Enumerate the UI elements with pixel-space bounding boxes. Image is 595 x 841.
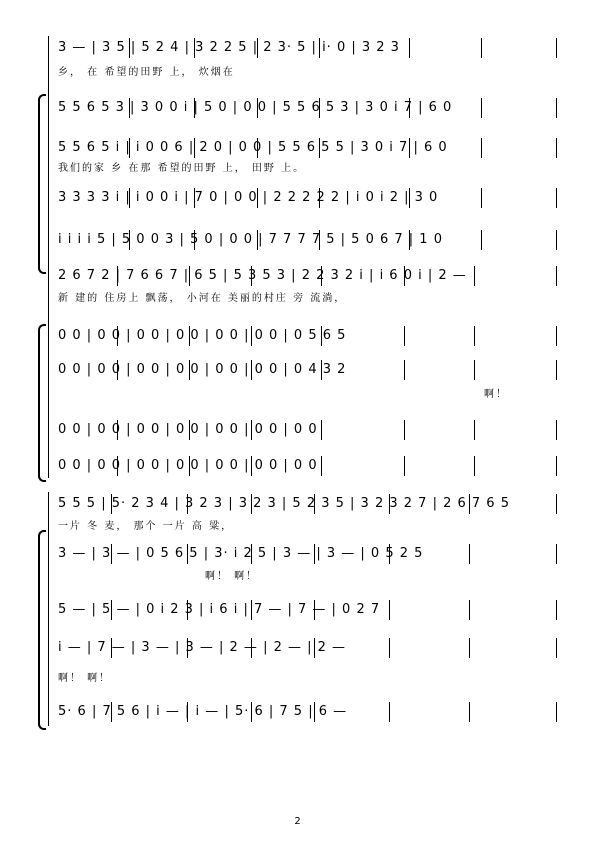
lyric: 我们的家 乡 在那 希望的田野 上， 田野 上。 [58, 163, 306, 174]
lyric: 啊！ 啊！ [58, 673, 112, 684]
notes: 3 3 3 3 i | i 0 0 i | 7 0 | 0 0 | 2 2 2 2 2 | i 0 i 2 | 3 0 [58, 190, 439, 205]
notes: 5 5 6 5 i | i 0 0 6 | 2 0 | 0 0 | 5 5 6 5 5 | 3 0 i 7 | 6 0 [58, 140, 448, 155]
brace [38, 94, 46, 274]
page-number: 2 [294, 816, 301, 827]
notes: 5 — | 5 — | 0 i 2 3 | i 6 i | 7 — | 7 — | 0 2 7 [58, 602, 381, 617]
brace [38, 530, 46, 730]
notes: 2 6 7 2 | 7 6 6 7 | 6 5 | 5 3 5 3 | 2 2 3 2 i | i 6 0 i | 2 — [58, 268, 467, 283]
notes: 5· 6 | 7 5 6 | i — | i — | 5· 6 | 7 5 | 6 — [58, 704, 348, 719]
lyric: 乡， 在 希望的田野 上， 炊烟在 [58, 67, 235, 78]
lyric: 啊！ 啊！ [205, 571, 259, 582]
notes: i i i i 5 | 5 0 0 3 | 5 0 | 0 0 | 7 7 7 7 5 | 5 0 6 7 | 1 0 [58, 232, 443, 247]
notes: 0 0 | 0 0 | 0 0 | 0 0 | 0 0 | 0 0 | 0 0 [58, 458, 318, 473]
lyric: 新 建的 住房上 飘荡， 小河在 美丽的村庄 旁 流淌， [58, 293, 347, 304]
notes: 0 0 | 0 0 | 0 0 | 0 0 | 0 0 | 0 0 | 0 4 3 2 [58, 362, 347, 377]
lyric: 一片 冬 麦， 那个 一片 高 粱， [58, 521, 234, 532]
notes: 3 — | 3 — | 0 5 6 5 | 3· i 2 5 | 3 — | 3 — | 0 5 2 5 [58, 546, 424, 561]
brace [38, 324, 46, 482]
notes: i — | 7 — | 3 — | 3 — | 2 — | 2 — | 2 — [58, 640, 347, 655]
notes: 0 0 | 0 0 | 0 0 | 0 0 | 0 0 | 0 0 | 0 5 6 5 [58, 328, 347, 343]
lyric: 啊！ [484, 389, 508, 400]
notes: 5 5 6 5 3 | 3 0 0 i | 5 0 | 0 0 | 5 5 6 5 3 | 3 0 i 7 | 6 0 [58, 100, 453, 115]
notes: 5 5 5 | 5· 2 3 4 | 3 2 3 | 3 2 3 | 5 2 3 5 | 3 2 3 2 7 | 2 6 7 6 5 [58, 496, 510, 511]
notes: 3 — | 3 5 | 5 2 4 | 3 2 2 5 | 2 3· 5 | i· 0 | 3 2 3 [58, 40, 400, 55]
notes: 0 0 | 0 0 | 0 0 | 0 0 | 0 0 | 0 0 | 0 0 [58, 422, 318, 437]
